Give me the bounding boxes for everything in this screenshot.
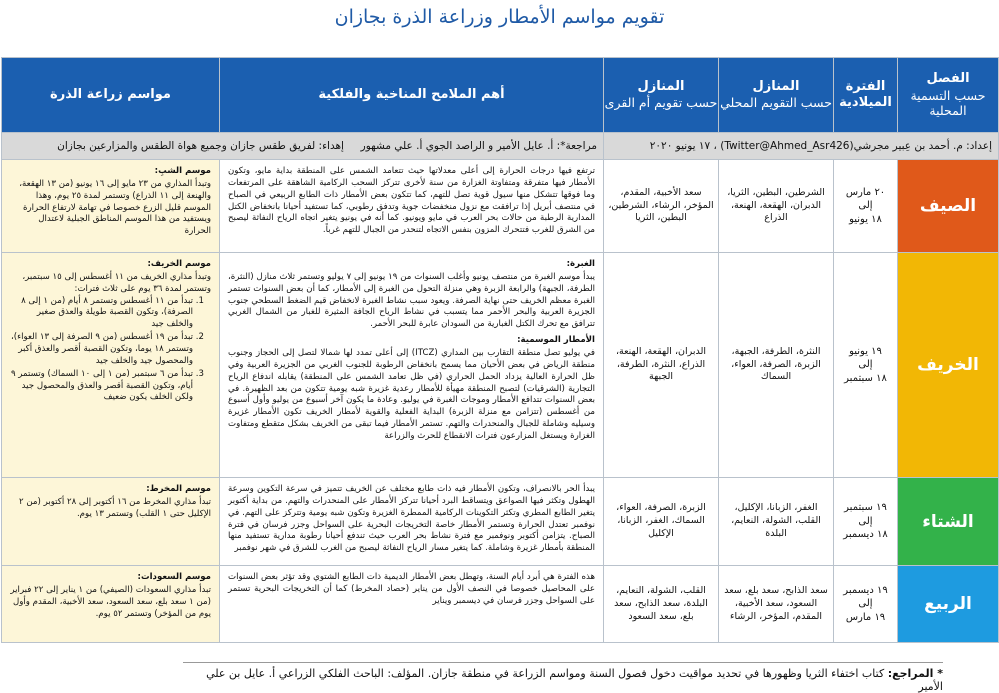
header-local-title: المنازل xyxy=(752,79,800,95)
season-name-summer: الصيف xyxy=(898,160,999,253)
season-name-autumn: الخريف xyxy=(898,253,999,478)
umm-mansions-winter: الزبرة، الصرفة، العواء، السماك، الغفر، الزبانا، الإكليل xyxy=(604,478,719,566)
features-text: هذه الفترة هي أبرد أيام السنة، وتهطل بعض الأمطار الديمية ذات الطابع الشتوي وقد تؤثر بعض السنوات على المحاصيل خصوصا في النصف الأول من يناير (حصاد المخرط) كما أن التخريجات البحرية تستمر على السواحل وجزر فرسان في ديسمبر ويناير xyxy=(228,572,595,606)
corn-heading: موسم السعودات: xyxy=(137,572,211,583)
header-season-title: الفصل xyxy=(926,71,970,87)
header-period xyxy=(834,58,898,133)
features-autumn xyxy=(220,253,604,478)
credits-review-text: مراجعة*: أ. عايل الأمير و الراصد الجوي أ. علي مشهور xyxy=(360,140,597,152)
features-heading-monsoon: الأمطار الموسمية: xyxy=(517,335,595,346)
local-mansions-autumn: النثرة، الطرفة، الجبهة، الزبرة، الصرفة، العواء، السماك xyxy=(719,253,834,478)
local-mansions-summer: الشرطين، البطين، الثريا، الدبران، الهقعة، الهنعة، الذراع xyxy=(719,160,834,253)
header-local-mansions xyxy=(719,58,834,133)
header-corn-title: مواسم زراعة الذرة xyxy=(50,86,171,102)
period-end: ١٩ مارس xyxy=(845,611,886,623)
period-to: إلى xyxy=(858,200,873,212)
references-footnote xyxy=(183,662,943,693)
period-end: ١٨ يونيو xyxy=(849,213,882,225)
season-name-spring: الربيع xyxy=(898,566,999,643)
footnote-text: كتاب اختفاء الثريا وظهورها في تحديد مواقيت دخول فصول السنة ومواسم الزراعة في منطقة جازان. المؤلف: الباحث الفلكي الزراعي أ. عايل بن علي الأمير xyxy=(206,667,943,693)
list-item: 1. تبدأ من ١١ أغسطس وتستمر ٨ أيام (من ١ إلى ٨ الصرفة)، وتكون القصبة طويلة والعذق صغير والخلف جيد xyxy=(10,296,193,332)
corn-text: وتبدأ المذاري من ٢٣ مايو إلى ١٦ يونيو (من ١٣ الهقعة، والهنعة إلى ١١ الذراع) وتستمر لمدة ٢٥ يوم، وهذا الموسم قليل الزرع خصوصا في تهامة لارتفاع الحرارة ويستفيد من هذا الموسم المناطق الجبلية لاعتدال الحرارة xyxy=(19,178,211,237)
features-summer xyxy=(220,160,604,253)
features-winter xyxy=(220,478,604,566)
corn-summer xyxy=(2,160,220,253)
period-spring xyxy=(834,566,898,643)
corn-spring xyxy=(2,566,220,643)
header-season-sub: حسب التسمية المحلية xyxy=(910,87,986,119)
header-period-title: الفترة الميلادية xyxy=(839,78,892,110)
header-umm-mansions xyxy=(604,58,719,133)
period-end: ١٨ سبتمبر xyxy=(844,372,887,384)
umm-mansions-summer: سعد الأخبية، المقدم، المؤخر، الرشاء، الشرطين، البطين، الثريا xyxy=(604,160,719,253)
header-umm-sub: حسب تقويم أم القرى xyxy=(604,95,718,111)
season-row-summer xyxy=(2,160,999,253)
features-text: ترتفع فيها درجات الحرارة إلى أعلى معدلاتها حيث تتعامد الشمس على المنطقة بداية مايو، وتكون الأمطار فيها متفرقة ومتفاوتة الغزارة من سنة لأخرى تتركز السحب الركامية الشاهقة على المرتفعات وما فوقها تتشكل منها سيول قوية تصل للتهم، كما تتكون بعض الأمطار ذات الطابع الربيعي في الصباح في منتصف أبريل إذا ترافقت مع نزول منخفضات جوية وتدفق رطوبي، كما تستفيد أحيانا بانخفاض الكتل المدارية الرطبة من حالات بحر العرب في مايو ويونيو. كما أنه في يونيو يتغير اتجاه الرياح النفاثة ليصبح من الشرق للغرب فتتحرك المزون بنفس الاتجاه لتنحدر من الجبال للتهم غرباً. xyxy=(228,166,595,236)
header-features xyxy=(220,58,604,133)
corn-autumn xyxy=(2,253,220,478)
period-end: ١٨ ديسمبر xyxy=(843,529,888,541)
corn-periods-list xyxy=(10,296,211,405)
features-heading-dust: الغبرة: xyxy=(566,259,595,269)
corn-heading: موسم الشبِ: xyxy=(154,166,211,176)
list-item: 3. تبدأ من ٦ سبتمبر (من ١ إلى ١٠ السماك) وتستمر ٩ أيام، وتكون القصبة أقصر والعذق والمحصول جيد ولكن الخلف يكون ضعيف xyxy=(10,369,193,405)
credits-review-cell xyxy=(2,133,604,160)
credits-prepared xyxy=(604,133,999,160)
header-row xyxy=(2,58,999,133)
corn-text: تبدأ مذاري المخرط من ١٦ أكتوبر إلى ٢٨ أكتوبر (من ٢ الإكليل حتى ١ القلب) وتستمر ١٣ يوم. xyxy=(19,496,211,519)
period-to: إلى xyxy=(858,359,873,371)
period-start: ١٩ سبتمبر xyxy=(844,502,887,514)
features-text: يبدأ الحر بالانصراف، وتكون الأمطار فيه ذات طابع مختلف عن الخريف تتميز في سرعة التكوين وسرعة الهطول وتكثر فيها الصواعق ويتساقط البرد أحيانا تتركز الأمطار على المنحدرات والتهم. من بداية أكتوبر يتغير الطابع المطري وتكثر التكوينات الركامية الممطرة الغزيرة وتكون شبه يومية وتتركز على التهم. في نوفمبر تعتدل الحرارة وتستمر الأمطار خاصة التخريجات البحرية على السواحل وجزر فرسان في فترة الصباح. يتزامن أكتوبر ونوفمبر مع فترة نشاط بحر العرب حيث تندفع أحيانا رطوبة مدارية تستفيد منها المنطقة بأمطار غزيرة وشاملة. كما يتغير مسار الرياح النفاثة ليصبح من الغرب للشرق في شهر نوفمبر xyxy=(228,484,595,554)
page-title: تقويم مواسم الأمطار وزراعة الذرة بجازان xyxy=(334,6,665,28)
credits-production-text: إهداء: لفريق طقس جازان وجميع هواة الطقس والمزارعين بجازان xyxy=(57,140,344,152)
period-to: إلى xyxy=(858,515,873,527)
credits-row xyxy=(2,133,999,160)
season-name-winter: الشتاء xyxy=(898,478,999,566)
corn-heading: موسم الخريف: xyxy=(147,259,211,269)
season-row-autumn xyxy=(2,253,999,478)
umm-mansions-spring: القلب، الشولة، النعايم، البلدة، سعد الذابح، سعد بلع، سعد السعود xyxy=(604,566,719,643)
calendar-table xyxy=(1,57,999,643)
corn-text: تبدأ مذاري السعودات (الصيفي) من ١ يناير إلى ٢٢ فبراير (من ١ سعد بلع، سعد السعود، سعد الأخبية، المقدم وأول يوم من المؤخر) وتستمر ٥٢ يوم. xyxy=(10,585,211,619)
local-mansions-winter: الغفر، الزبانا، الإكليل، القلب، الشولة، النعايم، البلدة xyxy=(719,478,834,566)
header-season xyxy=(898,58,999,133)
corn-heading: موسم المخرط: xyxy=(146,484,211,494)
period-to: إلى xyxy=(858,598,873,610)
header-local-sub: حسب التقويم المحلي xyxy=(720,95,832,111)
features-text-dust: يبدأ موسم الغبرة من منتصف يونيو وأغلب السنوات من ١٩ يونيو إلى ٧ يوليو وتستمر ثلاث منازل (النثرة، الطرفة، الجبهة) والرابعة الزبرة وهي منزلة التحول من الغبرة إلى الأمطار، كما أن بعض السنوات تستمر الغبرة معظم الخريف حتى نهاية الصرفة. ويعود سبب نشاط الغبرة لانخفاض قيم الضغط السطحي جنوب الجزيرة العربية والبحر الأحمر مما يتسبب في نشاط الرياح الجافة المثيرة للغبار من الشمال الغربي تترافق مع تحرك الكتل الغبارية من السودان عابرة للبحر الأحمر. xyxy=(228,271,595,330)
credits-prepared-text: إعداد: م. أحمد بن عِبير مجرشي(Twitter@Ahmed_Asr426) ، ١٧ يونيو ٢٠٢٠ xyxy=(649,140,992,152)
season-row-winter xyxy=(2,478,999,566)
header-corn xyxy=(2,58,220,133)
season-row-spring xyxy=(2,566,999,643)
features-text-monsoon: في يوليو تصل منطقة التقارب بين المداري (ITCZ) إلى أعلى تمدد لها شمالا لتصل إلى الحجاز وجنوب منطقة الرياض في بعض الأحيان مما يسمح بانخفاض الرطوبة للجنوب الغربي من الجزيرة العربية وفي ظل الحرارة العالية يزداد الحمل الحراري (في ظل تعامد الشمس على المنطقة) يقابله اندفاع الرياح التجارية (الشرقيات) لتصبح المنطقة مهيأة للأمطار رعدية غزيرة شبه يومية تتكون من بعد الظهيرة. في بعض السنوات تتدافع الأمطار وموجات الغبرة في يوليو. وعادة ما يكون آخر أسبوع من يوليو وأول أسبوع من أغسطس (تتزامن مع منزلة الزبرة) البداية الفعلية والقوية لأمطار الخريف تكون الأمطار غزيرة وسيليه وشاملة للجبال والمنحدرات والتهم. تستمر الأمطار فيما تبقى من الخريف بشكل متقطع ومتفاوت الغزارة ويستغل المزارعون فترات الانقطاع للحرث والزراعة xyxy=(228,348,595,442)
footnote-label: * المراجع: xyxy=(887,667,943,680)
period-winter xyxy=(834,478,898,566)
features-spring xyxy=(220,566,604,643)
umm-mansions-autumn: الدبران، الهقعة، الهنعة، الذراع، النثرة، الطرفة، الجبهة xyxy=(604,253,719,478)
period-autumn xyxy=(834,253,898,478)
list-item: 2. تبدأ من ١٩ أغسطس (من ٩ الصرفة إلى ١٣ العواء)، وتستمر ١٨ يوما، وتكون القصبة أقصر والعذق أكبر والمحصول جيد والخلف جيد xyxy=(10,332,193,368)
corn-intro: وتبدأ مذاري الخريف من ١١ أغسطس إلى ١٥ سبتمبر، وتستمر لمدة ٣٦ يوم على ثلاث فترات: xyxy=(22,271,211,294)
local-mansions-spring: سعد الذابح، سعد بلع، سعد السعود، سعد الأخبية، المقدم، المؤخر، الرشاء xyxy=(719,566,834,643)
corn-winter xyxy=(2,478,220,566)
period-start: ١٩ يونيو xyxy=(849,345,882,357)
period-summer xyxy=(834,160,898,253)
header-umm-title: المنازل xyxy=(637,79,685,95)
header-features-title: أهم الملامح المناخية والفلكية xyxy=(318,86,505,102)
period-start: ٢٠ مارس xyxy=(845,186,886,198)
period-start: ١٩ ديسمبر xyxy=(843,584,888,596)
